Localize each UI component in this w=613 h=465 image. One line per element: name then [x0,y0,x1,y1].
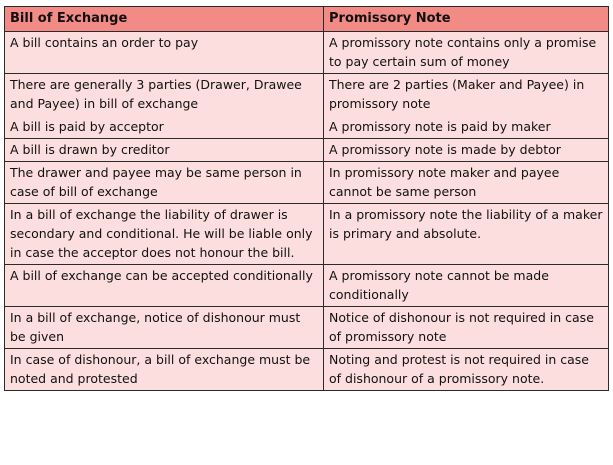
cell-text: In case of dishonour, a bill of exchange must be noted and protested [10,352,311,386]
promissory-note-cell [324,162,609,204]
bill-of-exchange-cell [5,265,324,307]
cell-text: A promissory note cannot be made conditionally [329,268,549,302]
promissory-note-cell [324,74,609,139]
table-row [5,139,609,162]
table-header-row [5,7,609,32]
cell-text: A promissory note contains only a promise to pay certain sum of money [329,35,597,69]
promissory-note-cell [324,204,609,265]
cell-text: A bill is drawn by creditor [10,142,170,157]
cell-text: A bill of exchange can be accepted conditionally [10,268,313,283]
bill-of-exchange-cell [5,74,324,139]
cell-text: Noting and protest is not required in case of dishonour of a promissory note. [329,352,589,386]
table-row [5,307,609,349]
cell-text: In promissory note maker and payee cannot be same person [329,165,560,199]
comparison-table-wrapper [4,6,608,391]
cell-text: A bill is paid by acceptor [10,119,164,134]
cell-text: In a bill of exchange, notice of dishonour must be given [10,310,301,344]
promissory-note-cell [324,139,609,162]
table-row [5,162,609,204]
promissory-note-cell [324,32,609,74]
bill-of-exchange-cell [5,349,324,391]
cell-text: The drawer and payee may be same person in case of bill of exchange [10,165,302,199]
bill-of-exchange-cell [5,32,324,74]
promissory-note-cell [324,265,609,307]
promissory-note-cell [324,307,609,349]
table-row [5,204,609,265]
table-row [5,349,609,391]
promissory-note-cell [324,349,609,391]
table-row [5,265,609,307]
bill-of-exchange-cell [5,204,324,265]
comparison-table [4,6,609,391]
cell-text: Notice of dishonour is not required in case of promissory note [329,310,594,344]
bill-of-exchange-cell [5,162,324,204]
cell-text: A bill contains an order to pay [10,35,199,50]
header-promissory-note: Promissory Note [324,7,609,32]
bill-of-exchange-cell [5,139,324,162]
header-bill-of-exchange: Bill of Exchange [5,7,324,32]
cell-text: A promissory note is made by debtor [329,142,561,157]
cell-text: There are generally 3 parties (Drawer, Drawee and Payee) in bill of exchange [10,77,302,111]
bill-of-exchange-cell [5,307,324,349]
cell-text: A promissory note is paid by maker [329,119,551,134]
cell-text: In a bill of exchange the liability of drawer is secondary and conditional. He will be liable only in case the acceptor does not honour the bill. [10,207,313,260]
table-row [5,32,609,74]
table-body [5,32,609,391]
cell-text: In a promissory note the liability of a maker is primary and absolute. [329,207,603,241]
table-row [5,74,609,139]
cell-text: There are 2 parties (Maker and Payee) in promissory note [329,77,585,111]
